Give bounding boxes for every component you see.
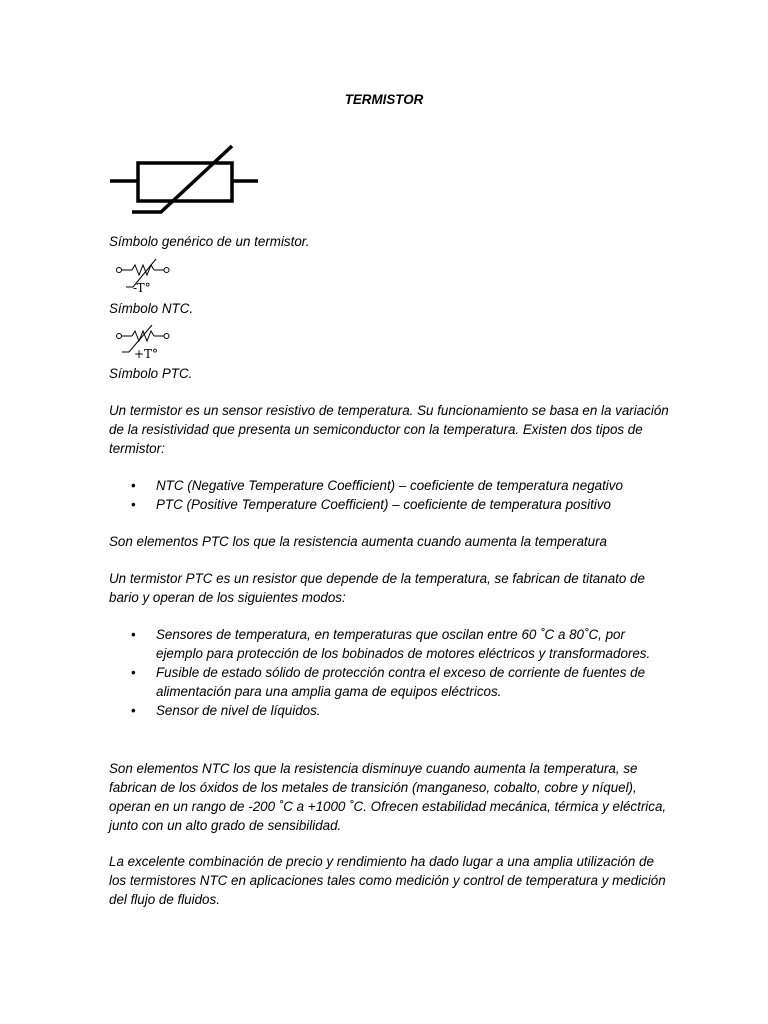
thermistor-types-list [109,476,669,514]
ptc-intro-paragraph: Un termistor PTC es un resistor que depende de la temperatura, se fabrican de titanato de bario y operan de los siguientes modos: [109,571,645,605]
ptc-symbol-label: +T° [134,347,159,361]
ptc-definition: Son elementos PTC los que la resistencia aumenta cuando aumenta la temperatura [109,534,607,549]
ntc-symbol-icon [112,258,174,298]
list-item: • Fusible de estado sólido de protección contra el exceso de corriente de fuentes de alimentación para una amplia gama de equipos eléctricos. [109,663,669,701]
caption-ntc: Símbolo NTC. [109,301,194,316]
ntc-paragraph: Son elementos NTC los que la resistencia disminuye cuando aumenta la temperatura, se fabrican de los óxidos de los metales de transición (manganeso, cobalto, cobre y níquel), operan en un rango de -200 ˚C a +1000 ˚C. Ofrecen estabilidad mecánica, térmica y eléctrica, junto con un alto grado de sensibilidad. [109,761,667,833]
caption-ptc: Símbolo PTC. [109,366,193,381]
intro-paragraph: Un termistor es un sensor resistivo de temperatura. Su funcionamiento se basa en la variación de la resistividad que presenta un semiconductor con la temperatura. Existen dos tipos de termistor: [109,403,669,456]
list-item: • Sensor de nivel de líquidos. [109,701,669,720]
ptc-modes-list [109,625,669,720]
thermistor-generic-symbol-icon [108,144,260,216]
caption-generic-symbol: Símbolo genérico de un termistor. [109,234,310,249]
closing-paragraph: La excelente combinación de precio y rendimiento ha dado lugar a una amplia utilización de los termistores NTC en aplicaciones tales como medición y control de temperatura y medición del flujo de fluidos. [109,854,666,907]
page-title: TERMISTOR [344,92,424,107]
list-item: • Sensores de temperatura, en temperaturas que oscilan entre 60 ˚C a 80˚C, por ejemplo para protección de los bobinados de motores eléctricos y transformadores. [109,625,669,663]
ntc-symbol-label: -T° [133,281,151,295]
ptc-symbol-icon [112,324,174,364]
list-item: • NTC (Negative Temperature Coefficient) – coeficiente de temperatura negativo [109,476,669,495]
list-item: • PTC (Positive Temperature Coefficient) – coeficiente de temperatura positivo [109,495,669,514]
